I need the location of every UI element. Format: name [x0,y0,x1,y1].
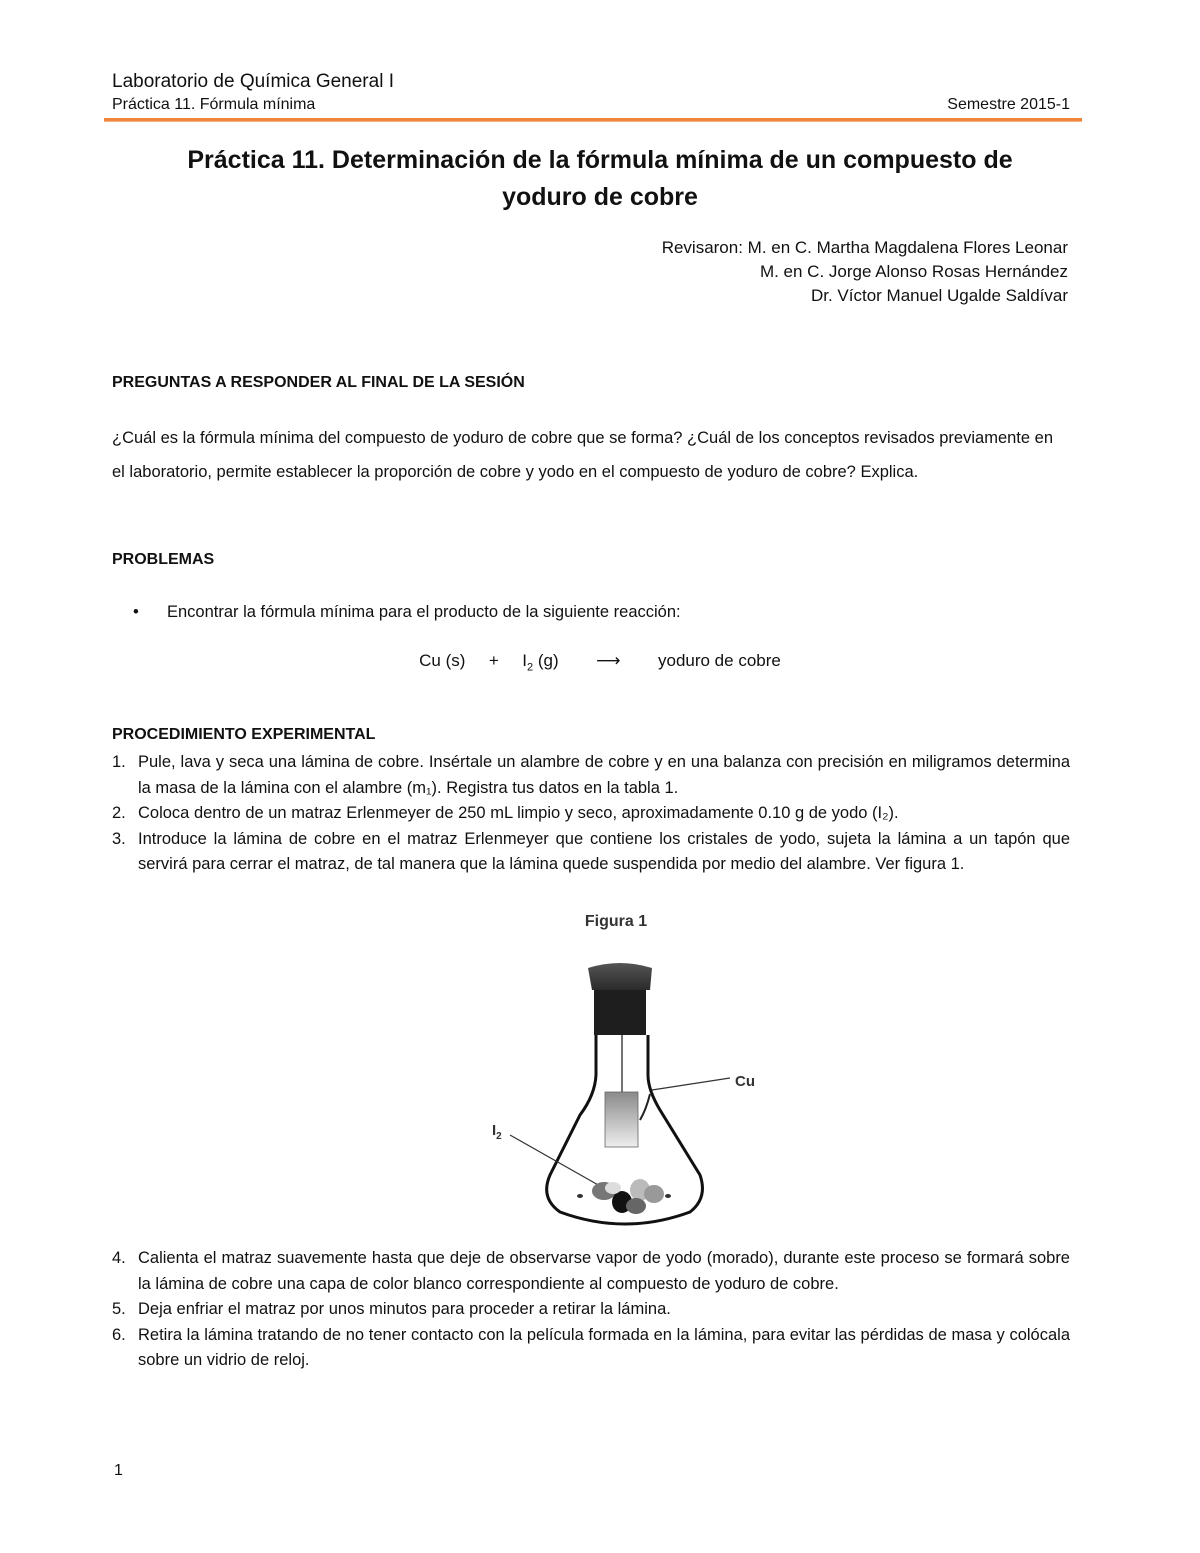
header-rule [104,118,1082,121]
problems-heading: PROBLEMAS [112,551,215,568]
header-subline [112,94,1070,116]
figure-caption: Figura 1 [584,913,648,930]
document-title [120,142,1080,216]
reaction-equation [0,651,1200,673]
step-item: 5. Deja enfriar el matraz por unos minutos para proceder a retirar la lámina. [112,1300,671,1318]
course-title: Laboratorio de Química General I [112,71,394,92]
title-line-2: yoduro de cobre [502,183,698,211]
semester: Semestre 2015-1 [947,96,1070,113]
plus-sign: + [488,651,499,670]
stopper-icon [588,963,652,990]
bullet-text: Encontrar la fórmula mínima para el producto de la siguiente reacción: [167,603,681,621]
product: yoduro de cobre [657,651,781,670]
iodine-crystals-icon [577,1179,671,1214]
step-item: 3. Introduce la lámina de cobre en el matraz Erlenmeyer que contiene los cristales de yodo, sujeta la lámina a un tapón que servirá para cerrar el matraz, de tal manera que la lámina quede suspendida por medio del alambre. Ver figura 1. [112,829,1070,873]
title-line-1: Práctica 11. Determinación de la fórmula mínima de un compuesto de [187,146,1013,174]
problem-bullet [133,603,681,622]
page-number: 1 [114,1462,123,1479]
step-item: 4. Calienta el matraz suavemente hasta que deje de observarse vapor de yodo (morado), durante este proceso se formará sobre la lámina de cobre una capa de color blanco correspondiente al compuesto de yoduro de cobre. [112,1249,1070,1293]
reactant-cu: Cu (s) [419,651,466,670]
reviewer-line: Dr. Víctor Manuel Ugalde Saldívar [810,286,1068,305]
steps-list-before [112,750,1070,878]
erlenmeyer-flask-figure [480,950,770,1240]
bullet-icon: • [133,603,139,621]
step-item: 6. Retira la lámina tratando de no tener contacto con la película formada en la lámina, para evitar las pérdidas de masa y colócala sobre un vidrio de reloj. [112,1325,1070,1369]
reviewer-line: Revisaron: M. en C. Martha Magdalena Flores Leonar [661,238,1068,257]
step-item: 2. Coloca dentro de un matraz Erlenmeyer de 250 mL limpio y seco, aproximadamente 0.10 g de yodo (I₂). [112,804,899,822]
step-item: 1. Pule, lava y seca una lámina de cobre. Insértale un alambre de cobre y en una balanza con precisión en miligramos determina la masa de la lámina con el alambre (m₁). Registra tus datos en la tabla 1. [112,753,1070,797]
steps-list-after [112,1246,1070,1374]
label-i2: $I_2$ [492,1122,502,1142]
reactant-i2: $I_2$ (g) [522,651,559,674]
reviewer-line: M. en C. Jorge Alonso Rosas Hernández [759,262,1068,281]
page-header [112,70,1070,116]
label-cu: Cu [735,1073,755,1090]
practice-name: Práctica 11. Fórmula mínima [112,96,316,113]
copper-plate-icon [605,1092,638,1147]
reviewers [662,236,1068,308]
reaction-arrow: ⟶ [596,651,621,670]
procedure-heading: PROCEDIMIENTO EXPERIMENTAL [112,726,376,743]
questions-text: ¿Cuál es la fórmula mínima del compuesto de yoduro de cobre que se forma? ¿Cuál de los conceptos revisados previamente en el laboratorio, permite establecer la proporción de cobre y yodo en el compuesto de yoduro de cobre? Explica. [112,429,1053,481]
questions-heading: PREGUNTAS A RESPONDER AL FINAL DE LA SESIÓN [112,374,525,391]
